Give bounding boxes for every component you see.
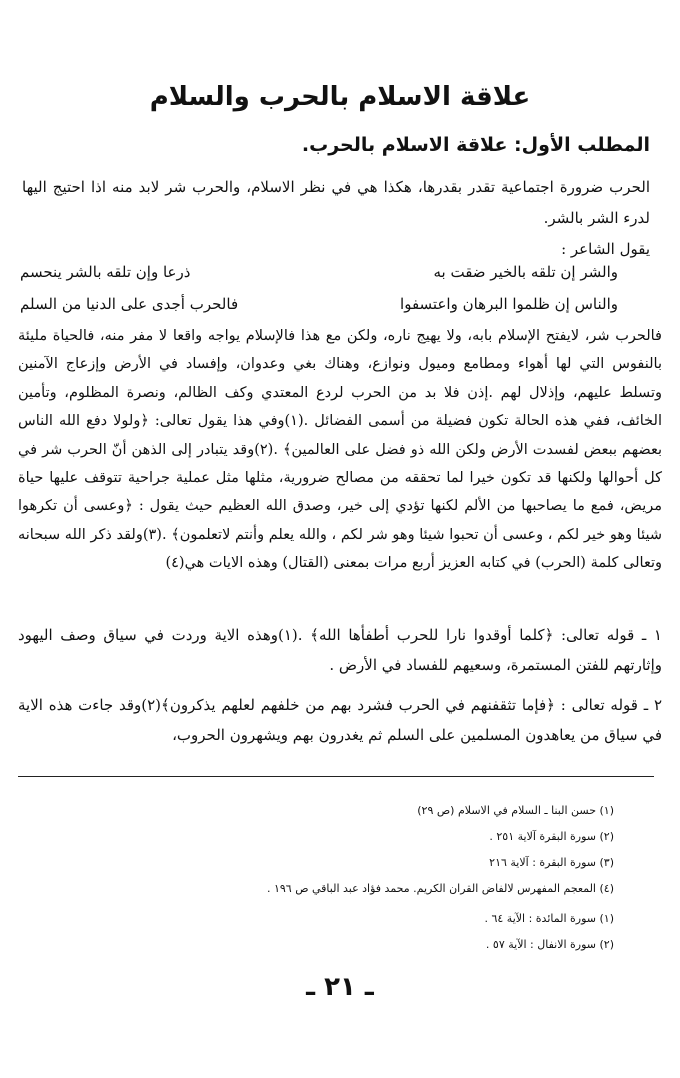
page-number: ـ ٢١ ـ xyxy=(306,972,374,1002)
footnotes xyxy=(60,798,614,958)
main-paragraph xyxy=(18,322,662,578)
section-heading: المطلب الأول: علاقة الاسلام بالحرب. xyxy=(301,134,650,156)
poem-verse xyxy=(20,256,618,288)
verse-item-1 xyxy=(18,620,662,680)
footnote: (١) سورة المائدة : الآية ٦٤ . xyxy=(484,912,614,925)
poem-second-hemistich: فالحرب أجدى على الدنيا من السلم xyxy=(20,295,239,313)
footnote: (١) حسن البنا ـ السلام في الاسلام (ص ٢٩) xyxy=(417,804,614,817)
verse-item-text: ١ ـ قوله تعالى: ﴿كلما أوقدوا نارا للحرب أطفأها الله﴾ .(١)وهذه الاية وردت في سياق وصف اليهود وإثارتهم للفتن المستمرة، وسعيهم للفساد في الأرض . xyxy=(18,626,662,674)
intro-text: الحرب ضرورة اجتماعية تقدر بقدرها، هكذا هي في نظر الاسلام، والحرب شر لابد منه اذا احتيج اليها لدرء الشر بالشر. xyxy=(22,178,650,227)
footnote: (٣) سورة البقرة : آلاية ٢١٦ xyxy=(489,856,614,869)
poem-block xyxy=(20,256,618,320)
poem-first-hemistich: والشر إن تلقه بالخير ضقت به xyxy=(433,263,618,281)
footnote: (٢) سورة الانفال : الآية ٥٧ . xyxy=(485,938,614,951)
verse-item-text: ٢ ـ قوله تعالى : ﴿فإما تثقفنهم في الحرب فشرد بهم من خلفهم لعلهم يذكرون﴾(٢)وقد جاءت هذه الاية في سياق من يعاهدون المسلمين على السلم ثم يغدرون بهم ويشهرون الحروب، xyxy=(18,696,662,744)
verse-item-2 xyxy=(18,690,662,750)
footnote: (٤) المعجم المفهرس لالفاض القران الكريم. محمد فؤاد عبد الباقي ص ١٩٦ . xyxy=(266,882,614,895)
poem-second-hemistich: ذرعا وإن تلقه بالشر ينحسم xyxy=(20,263,191,281)
footnote: (٢) سورة البقرة آلاية ٢٥١ . xyxy=(489,830,614,843)
poem-verse xyxy=(20,288,618,320)
poet-attribution: يقول الشاعر : xyxy=(561,240,650,258)
footnote-divider xyxy=(18,776,654,777)
main-paragraph-text: فالحرب شر، لايفتح الإسلام بابه، ولا يهيج ناره، ولكن مع هذا فالإسلام يواجه واقعا لا مفر منه، فالحياة مليئة بالنفوس التي لها أهواء ومطامع وميول ونوازع، وهناك بغي وعدوان، وإفساد في الأرض وإزعاج الآمنين وتسلط عليهم، وإذلال لهم .إذن فلا بد من الحرب لردع المعتدي وكف الظالم، ونصرة المظلوم، وتأمين الخائف، ففي هذه الحالة تكون فضيلة من أسمى الفضائل .(١)وفي هذا يقول تعالى: ﴿ولولا دفع الله الناس بعضهم ببعض لفسدت الأرض ولكن الله ذو فضل على العالمين﴾ .(٢)وقد يتبادر إلى الذهن أنّ الحرب شر في كل أحوالها ولكنها قد تكون خيرا لما تحققه من مصالح ضرورية، مثلها مثل عملية جراحية تتوقف عليها حياة مريض، فمع ما يصاحبها من الألم لكنها تؤدي إلى خير، وصدق الله العظيم حيث يقول : ﴿وعسى أن تكرهوا شيئا وهو خير لكم ، وعسى أن تحبوا شيئا وهو شر لكم ، والله يعلم وأنتم لاتعلمون﴾ .(٣)ولقد ذكر الله سبحانه وتعالى كلمة (الحرب) في كتابه العزيز أربع مرات بمعنى (القتال) وهذه الايات هي(٤) xyxy=(18,328,662,572)
page-title: علاقة الاسلام بالحرب والسلام xyxy=(149,82,531,112)
intro-paragraph xyxy=(22,172,650,265)
poem-first-hemistich: والناس إن ظلموا البرهان واعتسفوا xyxy=(400,295,618,313)
